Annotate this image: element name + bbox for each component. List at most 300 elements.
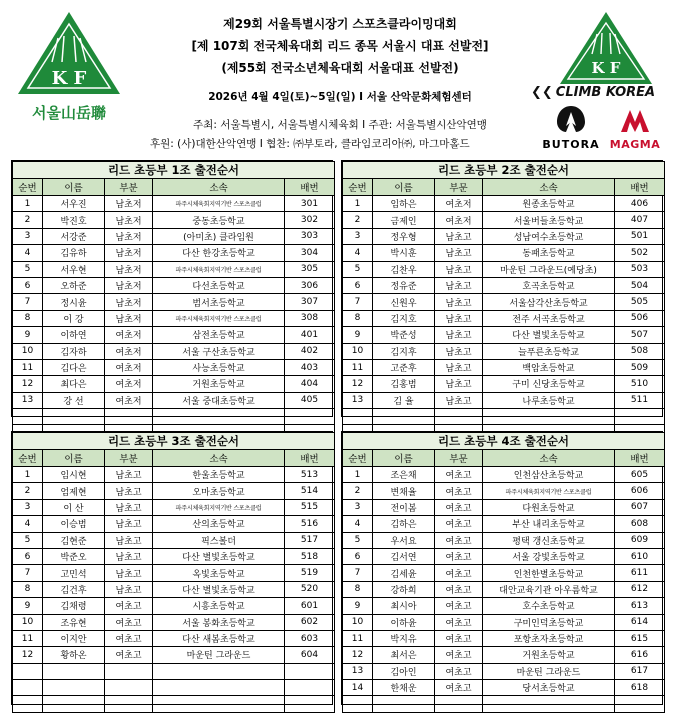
empty-cell: [105, 696, 153, 712]
division-cell: 남초고: [435, 310, 483, 326]
name-cell: 김세윤: [373, 565, 435, 581]
affiliation-cell: 마운틴 그라운드: [153, 647, 285, 663]
affiliation-cell: 서울 중대초등학교: [153, 392, 285, 408]
division-cell: 여초고: [435, 548, 483, 564]
empty-cell: [285, 680, 335, 696]
group-1-panel: [11, 160, 333, 417]
table-row: [13, 294, 335, 310]
name-cell: 박준오: [43, 548, 105, 564]
order-cell: 9: [343, 327, 373, 343]
empty-cell: [285, 663, 335, 679]
name-cell: 전이봄: [373, 499, 435, 515]
bib-cell: 404: [285, 376, 335, 392]
division-cell: 남초고: [105, 516, 153, 532]
affiliation-cell: 원종초등학교: [483, 196, 615, 212]
bib-cell: 518: [285, 548, 335, 564]
bib-cell: 511: [615, 392, 665, 408]
table-row: [343, 392, 665, 408]
group-title: 리드 초등부 1조 출전순서: [13, 162, 335, 179]
col-bib-header: 배번: [285, 179, 335, 196]
affiliation-cell: 한울초등학교: [153, 467, 285, 483]
group-3-table: [12, 432, 335, 713]
name-cell: 오하준: [43, 277, 105, 293]
affiliation-cell: 파주시체육회지역기반 스포츠클럽: [153, 310, 285, 326]
table-row: [343, 483, 665, 499]
group-title: 리드 초등부 2조 출전순서: [343, 162, 665, 179]
bib-cell: 513: [285, 467, 335, 483]
table-row: [343, 647, 665, 663]
bib-cell: 405: [285, 392, 335, 408]
division-cell: 남초고: [435, 343, 483, 359]
division-cell: 여초고: [105, 614, 153, 630]
order-cell: 13: [343, 663, 373, 679]
col-division-header: 부문: [435, 450, 483, 467]
affiliation-cell: 부산 내리초등학교: [483, 516, 615, 532]
division-cell: 남초저: [105, 277, 153, 293]
group-3-panel: [11, 431, 333, 705]
col-order-header: 순번: [13, 179, 43, 196]
order-cell: 12: [343, 647, 373, 663]
order-cell: 11: [13, 630, 43, 646]
group-title: 리드 초등부 4조 출전순서: [343, 433, 665, 450]
order-cell: 2: [13, 483, 43, 499]
empty-row: [13, 696, 335, 712]
affiliation-cell: 파주시체육회지역기반 스포츠클럽: [153, 196, 285, 212]
col-name-header: 이름: [43, 179, 105, 196]
name-cell: 김찬우: [373, 261, 435, 277]
table-row: [13, 548, 335, 564]
table-row: [13, 581, 335, 597]
bib-cell: 302: [285, 212, 335, 228]
affiliation-cell: 마운틴 그라운드: [483, 663, 615, 679]
table-row: [343, 376, 665, 392]
empty-cell: [105, 409, 153, 425]
affiliation-cell: (아미초) 클라임원: [153, 228, 285, 244]
bib-cell: 307: [285, 294, 335, 310]
table-row: [343, 327, 665, 343]
table-row: [13, 359, 335, 375]
order-cell: 10: [343, 343, 373, 359]
butora-mark-icon: [554, 104, 588, 134]
kf-logo-right: [556, 10, 656, 88]
order-cell: 12: [13, 376, 43, 392]
affiliation-cell: 다산 별빛초등학교: [483, 327, 615, 343]
empty-cell: [483, 696, 615, 712]
empty-cell: [285, 409, 335, 425]
bib-cell: 601: [285, 598, 335, 614]
table-row: [343, 277, 665, 293]
empty-cell: [615, 409, 665, 425]
division-cell: 여초고: [435, 581, 483, 597]
table-row: [343, 581, 665, 597]
affiliation-cell: 픽스볼더: [153, 532, 285, 548]
table-row: [13, 598, 335, 614]
division-cell: 여초고: [435, 647, 483, 663]
climbkorea-mark-icon: ❮❮: [531, 85, 553, 100]
table-row: [13, 196, 335, 212]
table-row: [343, 261, 665, 277]
table-row: [13, 310, 335, 326]
name-cell: 조은채: [373, 467, 435, 483]
bib-cell: 402: [285, 343, 335, 359]
empty-row: [343, 409, 665, 425]
affiliation-cell: 산의초등학교: [153, 516, 285, 532]
bib-cell: 301: [285, 196, 335, 212]
bib-cell: 401: [285, 327, 335, 343]
bib-cell: 407: [615, 212, 665, 228]
name-cell: 박시훈: [373, 245, 435, 261]
division-cell: 여초고: [435, 467, 483, 483]
bib-cell: 306: [285, 277, 335, 293]
division-cell: 남초저: [105, 196, 153, 212]
empty-cell: [105, 680, 153, 696]
col-affiliation-header: 소속: [483, 179, 615, 196]
empty-row: [13, 680, 335, 696]
order-cell: 5: [13, 532, 43, 548]
col-order-header: 순번: [343, 450, 373, 467]
header-row: [13, 450, 335, 467]
bib-cell: 609: [615, 532, 665, 548]
table-row: [343, 663, 665, 679]
bib-cell: 505: [615, 294, 665, 310]
name-cell: 변채율: [373, 483, 435, 499]
butora-logo: [540, 104, 602, 156]
division-cell: 여초저: [105, 392, 153, 408]
name-cell: 김채령: [43, 598, 105, 614]
order-cell: 7: [13, 294, 43, 310]
division-cell: 여초저: [435, 196, 483, 212]
division-cell: 여초저: [105, 376, 153, 392]
affiliation-cell: 범서초등학교: [153, 294, 285, 310]
bib-cell: 618: [615, 680, 665, 696]
empty-cell: [153, 409, 285, 425]
table-row: [13, 647, 335, 663]
bib-cell: 604: [285, 647, 335, 663]
name-cell: 김자하: [43, 343, 105, 359]
bib-cell: 507: [615, 327, 665, 343]
order-cell: 9: [13, 327, 43, 343]
name-cell: 김서연: [373, 548, 435, 564]
name-cell: 고민석: [43, 565, 105, 581]
order-cell: 3: [343, 228, 373, 244]
table-row: [343, 196, 665, 212]
order-cell: 6: [343, 548, 373, 564]
name-cell: 이하윤: [373, 614, 435, 630]
order-cell: 11: [343, 630, 373, 646]
name-cell: 이 강: [43, 310, 105, 326]
col-division-header: 부분: [105, 450, 153, 467]
bib-cell: 503: [615, 261, 665, 277]
bib-cell: 614: [615, 614, 665, 630]
bib-cell: 516: [285, 516, 335, 532]
bib-cell: 603: [285, 630, 335, 646]
table-row: [13, 565, 335, 581]
magma-logo: [606, 104, 664, 156]
order-cell: 1: [13, 467, 43, 483]
order-cell: 2: [343, 483, 373, 499]
name-cell: 강 선: [43, 392, 105, 408]
order-cell: 7: [343, 565, 373, 581]
header: [0, 0, 678, 160]
bib-cell: 517: [285, 532, 335, 548]
order-cell: 10: [13, 343, 43, 359]
division-cell: 여초고: [435, 565, 483, 581]
table-row: [343, 532, 665, 548]
empty-cell: [43, 663, 105, 679]
division-cell: 여초고: [435, 516, 483, 532]
order-cell: 12: [343, 376, 373, 392]
affiliation-cell: 다산 별빛초등학교: [153, 581, 285, 597]
order-cell: 5: [13, 261, 43, 277]
col-affiliation-header: 소속: [483, 450, 615, 467]
name-cell: 이 산: [43, 499, 105, 515]
bib-cell: 606: [615, 483, 665, 499]
table-row: [13, 516, 335, 532]
col-bib-header: 배번: [615, 450, 665, 467]
order-cell: 6: [13, 548, 43, 564]
col-affiliation-header: 소속: [153, 450, 285, 467]
empty-cell: [343, 409, 373, 425]
order-cell: 13: [13, 392, 43, 408]
order-cell: 8: [13, 581, 43, 597]
empty-cell: [43, 696, 105, 712]
division-cell: 남초저: [105, 212, 153, 228]
name-cell: 이하연: [43, 327, 105, 343]
group-4-table: [342, 432, 665, 713]
name-cell: 김지호: [373, 310, 435, 326]
affiliation-cell: 나루초등학교: [483, 392, 615, 408]
division-cell: 남초고: [105, 581, 153, 597]
name-cell: 최시아: [373, 598, 435, 614]
division-cell: 여초저: [105, 343, 153, 359]
order-cell: 6: [13, 277, 43, 293]
affiliation-cell: 구미 신당초등학교: [483, 376, 615, 392]
bib-cell: 501: [615, 228, 665, 244]
name-cell: 신원우: [373, 294, 435, 310]
affiliation-cell: 평택 갱신초등학교: [483, 532, 615, 548]
empty-cell: [43, 680, 105, 696]
division-cell: 남초고: [105, 499, 153, 515]
affiliation-cell: 거원초등학교: [483, 647, 615, 663]
affiliation-cell: 인천한별초등학교: [483, 565, 615, 581]
division-cell: 여초고: [105, 630, 153, 646]
order-cell: 4: [343, 245, 373, 261]
order-cell: 11: [13, 359, 43, 375]
table-row: [13, 483, 335, 499]
bib-cell: 406: [615, 196, 665, 212]
col-name-header: 이름: [373, 450, 435, 467]
empty-cell: [13, 409, 43, 425]
affiliation-cell: 호수초등학교: [483, 598, 615, 614]
table-row: [13, 392, 335, 408]
name-cell: 조유현: [43, 614, 105, 630]
name-cell: 김아인: [373, 663, 435, 679]
name-cell: 황하온: [43, 647, 105, 663]
bib-cell: 308: [285, 310, 335, 326]
table-row: [13, 327, 335, 343]
name-cell: 최서은: [373, 647, 435, 663]
affiliation-cell: 사능초등학교: [153, 359, 285, 375]
affiliation-cell: 오마초등학교: [153, 483, 285, 499]
header-row: [343, 179, 665, 196]
order-cell: 7: [13, 565, 43, 581]
division-cell: 남초저: [105, 228, 153, 244]
header-row: [13, 179, 335, 196]
division-cell: 여초저: [435, 212, 483, 228]
table-row: [343, 565, 665, 581]
bib-cell: 510: [615, 376, 665, 392]
name-cell: 김홍범: [373, 376, 435, 392]
bib-cell: 602: [285, 614, 335, 630]
affiliation-cell: 백암초등학교: [483, 359, 615, 375]
table-row: [343, 680, 665, 696]
division-cell: 남초고: [435, 228, 483, 244]
col-order-header: 순번: [13, 450, 43, 467]
table-row: [343, 630, 665, 646]
bib-cell: 612: [615, 581, 665, 597]
col-affiliation-header: 소속: [153, 179, 285, 196]
division-cell: 남초고: [435, 294, 483, 310]
affiliation-cell: 서울 봉화초등학교: [153, 614, 285, 630]
name-cell: 이지안: [43, 630, 105, 646]
bib-cell: 607: [615, 499, 665, 515]
order-cell: 5: [343, 261, 373, 277]
magma-mark-icon: [618, 104, 652, 134]
bib-cell: 617: [615, 663, 665, 679]
affiliation-cell: 다산 별빛초등학교: [153, 548, 285, 564]
affiliation-cell: 거원초등학교: [153, 376, 285, 392]
group-2-table: [342, 161, 665, 442]
division-cell: 여초고: [435, 663, 483, 679]
bib-cell: 304: [285, 245, 335, 261]
name-cell: 박진호: [43, 212, 105, 228]
event-date-venue: 2026년 4월 4일(토)~5일(일) I 서울 산악문화체험센터: [208, 91, 472, 103]
empty-cell: [13, 696, 43, 712]
table-row: [343, 598, 665, 614]
division-cell: 남초고: [435, 245, 483, 261]
name-cell: 정우형: [373, 228, 435, 244]
bib-cell: 520: [285, 581, 335, 597]
table-row: [343, 516, 665, 532]
table-row: [343, 294, 665, 310]
division-cell: 여초고: [105, 647, 153, 663]
table-row: [343, 343, 665, 359]
division-cell: 남초고: [435, 376, 483, 392]
bib-cell: 611: [615, 565, 665, 581]
title-line-3: (제55회 전국소년체육대회 서울대표 선발전): [221, 61, 459, 75]
affiliation-cell: 인천삼산초등학교: [483, 467, 615, 483]
order-cell: 11: [343, 359, 373, 375]
division-cell: 여초저: [105, 327, 153, 343]
order-cell: 1: [13, 196, 43, 212]
name-cell: 정유준: [373, 277, 435, 293]
table-row: [343, 548, 665, 564]
bib-cell: 605: [615, 467, 665, 483]
kf-logo: [14, 8, 124, 128]
order-cell: 8: [343, 581, 373, 597]
empty-row: [343, 696, 665, 712]
affiliation-cell: 다선초등학교: [153, 277, 285, 293]
division-cell: 여초고: [435, 499, 483, 515]
affiliation-cell: 중동초등학교: [153, 212, 285, 228]
title-line-2: [제 107회 전국체육대회 리드 종목 서울시 대표 선발전]: [191, 39, 489, 53]
order-cell: 8: [13, 310, 43, 326]
order-cell: 3: [13, 499, 43, 515]
group-title: 리드 초등부 3조 출전순서: [13, 433, 335, 450]
bib-cell: 305: [285, 261, 335, 277]
division-cell: 남초고: [105, 548, 153, 564]
name-cell: 김유하: [43, 245, 105, 261]
division-cell: 여초저: [105, 359, 153, 375]
table-row: [13, 499, 335, 515]
name-cell: 김지후: [373, 343, 435, 359]
name-cell: 서우현: [43, 261, 105, 277]
division-cell: 남초고: [435, 359, 483, 375]
order-cell: 3: [13, 228, 43, 244]
col-name-header: 이름: [43, 450, 105, 467]
division-cell: 남초저: [105, 294, 153, 310]
empty-cell: [13, 663, 43, 679]
affiliation-cell: 서울 구산초등학교: [153, 343, 285, 359]
affiliation-cell: 다산 한강초등학교: [153, 245, 285, 261]
table-row: [13, 277, 335, 293]
affiliation-cell: 서울삼각산초등학교: [483, 294, 615, 310]
affiliation-cell: 마운틴 그라운드(예당초): [483, 261, 615, 277]
division-cell: 여초고: [435, 680, 483, 696]
bib-cell: 616: [615, 647, 665, 663]
division-cell: 여초고: [435, 614, 483, 630]
butora-logo-text: BUTORA: [542, 138, 600, 151]
table-row: [13, 245, 335, 261]
table-row: [13, 212, 335, 228]
empty-cell: [43, 409, 105, 425]
order-cell: 12: [13, 647, 43, 663]
division-cell: 남초고: [105, 483, 153, 499]
name-cell: 임하은: [373, 196, 435, 212]
empty-cell: [153, 696, 285, 712]
affiliation-cell: 당서초등학교: [483, 680, 615, 696]
climbkorea-logo: [531, 85, 671, 103]
empty-cell: [343, 696, 373, 712]
kf-logo-caption: 서울山岳聯: [32, 104, 106, 122]
bib-cell: 502: [615, 245, 665, 261]
bib-cell: 515: [285, 499, 335, 515]
division-cell: 여초고: [435, 630, 483, 646]
bib-cell: 303: [285, 228, 335, 244]
name-cell: 김 율: [373, 392, 435, 408]
name-cell: 임시현: [43, 467, 105, 483]
division-cell: 남초고: [105, 532, 153, 548]
order-cell: 7: [343, 294, 373, 310]
table-row: [13, 261, 335, 277]
kf-logo-letters: K F: [51, 68, 87, 89]
affiliation-cell: 성남여수초등학교: [483, 228, 615, 244]
bib-cell: 519: [285, 565, 335, 581]
name-cell: 박준성: [373, 327, 435, 343]
empty-cell: [435, 409, 483, 425]
col-order-header: 순번: [343, 179, 373, 196]
division-cell: 여초고: [435, 532, 483, 548]
table-row: [13, 630, 335, 646]
affiliation-cell: 포항초자초등학교: [483, 630, 615, 646]
order-cell: 3: [343, 499, 373, 515]
order-cell: 10: [13, 614, 43, 630]
order-cell: 9: [343, 598, 373, 614]
order-cell: 4: [13, 245, 43, 261]
name-cell: 이승범: [43, 516, 105, 532]
title-line-1: 제29회 서울특별시장기 스포츠클라이밍대회: [223, 17, 457, 31]
col-name-header: 이름: [373, 179, 435, 196]
